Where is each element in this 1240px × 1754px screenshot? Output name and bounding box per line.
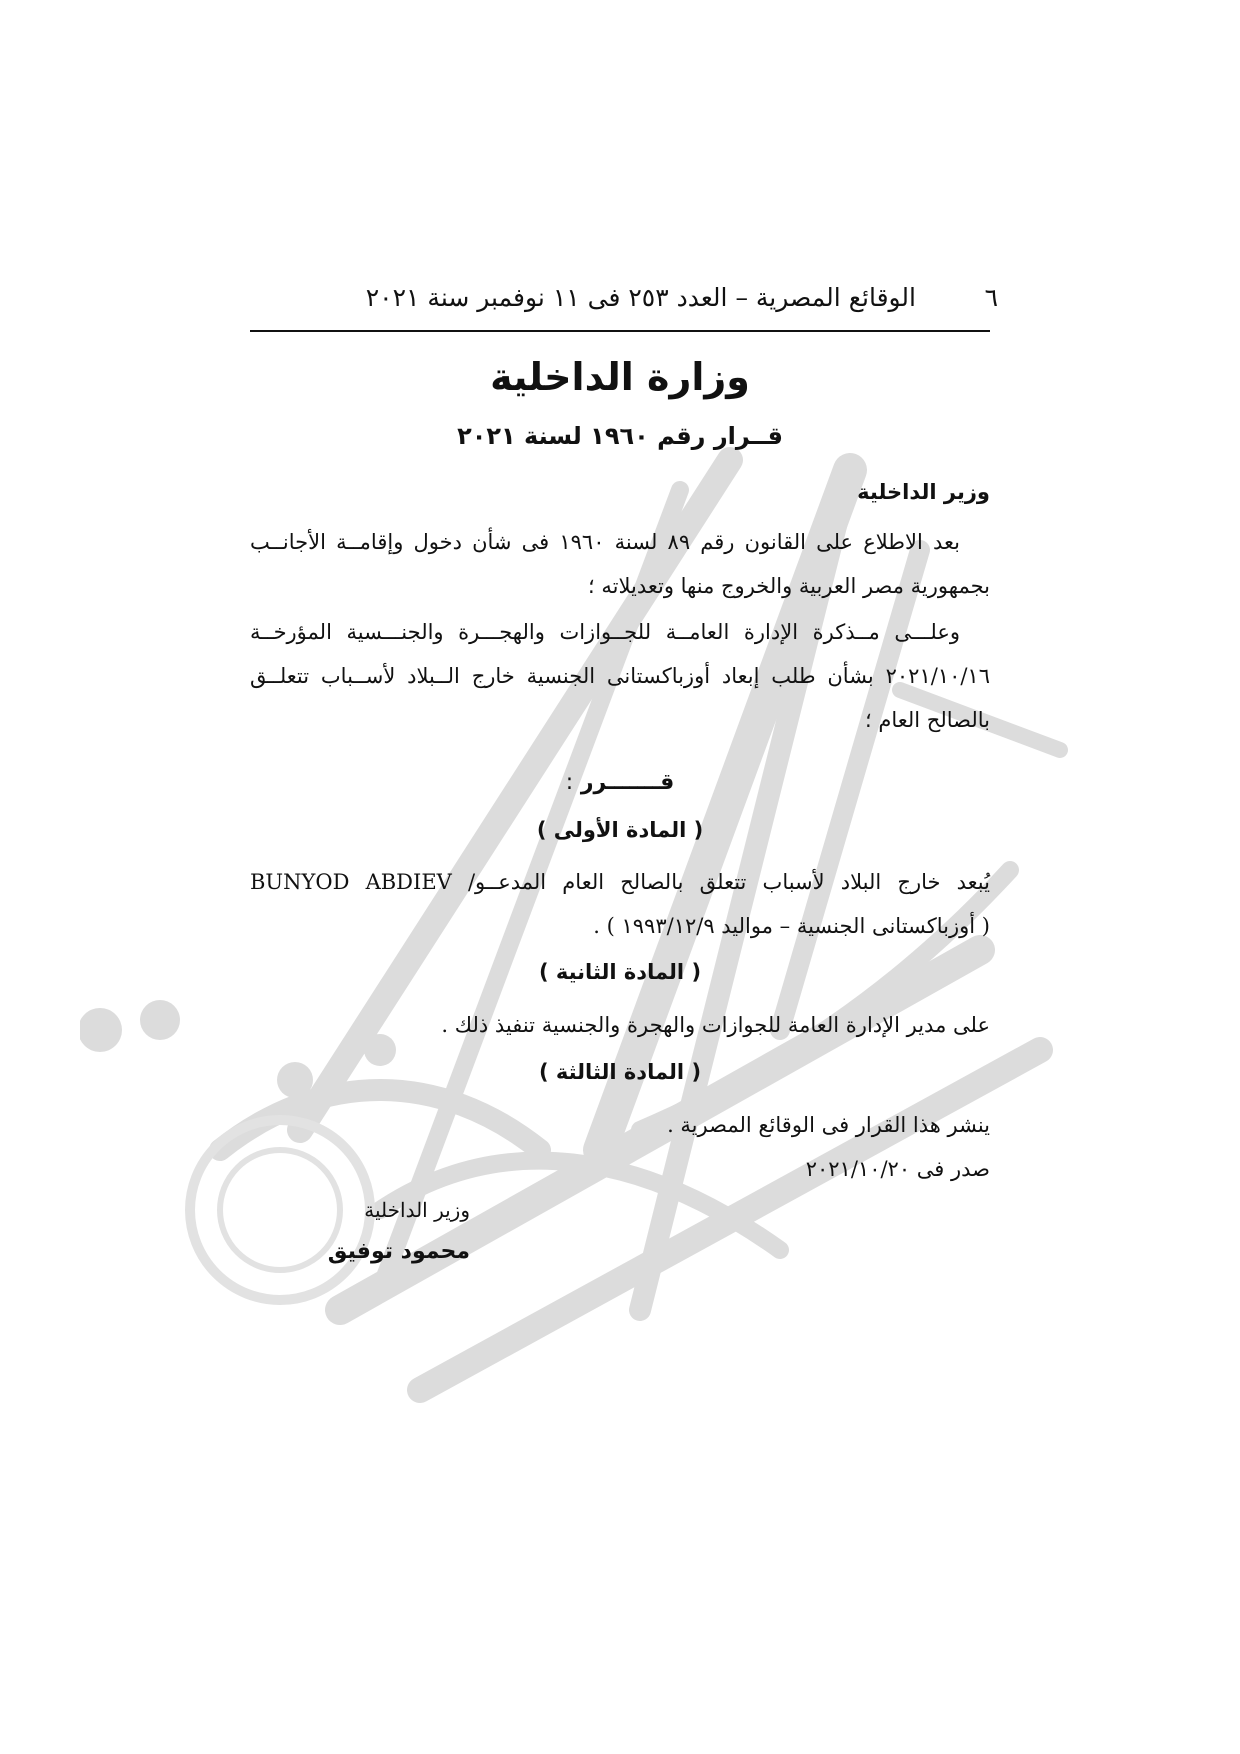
header-divider bbox=[250, 330, 990, 332]
preamble-line: بالصالح العام ؛ bbox=[865, 708, 990, 732]
article-1-line-1 bbox=[250, 860, 990, 904]
deportee-name: BUNYOD ABDIEV bbox=[250, 870, 452, 894]
signatory-title: وزير الداخلية bbox=[364, 1198, 470, 1222]
decides-heading bbox=[250, 770, 990, 795]
running-header bbox=[242, 283, 998, 323]
gazette-issue-title: الوقائع المصرية – العدد ٢٥٣ فى ١١ نوفمبر سنة ٢٠٢١ bbox=[365, 283, 916, 312]
decree-title: قــرار رقم ١٩٦٠ لسنة ٢٠٢١ bbox=[457, 422, 783, 450]
preamble-line: بعد الاطلاع على القانون رقم ٨٩ لسنة ١٩٦٠ فى شأن دخول وإقامــة الأجانــب bbox=[250, 530, 960, 554]
article-1-heading: ( المادة الأولى ) bbox=[536, 818, 704, 842]
preamble-line: ٢٠٢١/١٠/١٦ بشأن طلب إبعاد أوزباكستانى الجنسية خارج الــبلاد لأســباب تتعلــق bbox=[250, 664, 990, 688]
issue-date: صدر فى ٢٠٢١/١٠/٢٠ bbox=[805, 1157, 990, 1181]
ministry-heading: وزارة الداخلية bbox=[490, 355, 750, 399]
signature-block bbox=[250, 1190, 470, 1274]
decides-colon: : bbox=[565, 770, 574, 795]
preamble-paragraph-2 bbox=[250, 610, 990, 742]
article-2-body: على مدير الإدارة العامة للجوازات والهجرة والجنسية تنفيذ ذلك . bbox=[441, 1013, 990, 1037]
article-3-body: ينشر هذا القرار فى الوقائع المصرية . bbox=[667, 1113, 990, 1137]
decides-label: قـــــــرر bbox=[580, 770, 675, 795]
page-number: ٦ bbox=[984, 283, 998, 312]
article-1-text: يُبعد خارج البلاد لأسباب تتعلق بالصالح العام المدعــو/ bbox=[467, 870, 990, 894]
preamble-line: وعلـــى مــذكرة الإدارة العامــة للجــوازات والهجـــرة والجنـــسية المؤرخــة bbox=[250, 620, 960, 644]
article-3-heading: ( المادة الثالثة ) bbox=[538, 1060, 702, 1084]
issuer-heading: وزير الداخلية bbox=[857, 480, 990, 504]
preamble-line: بجمهورية مصر العربية والخروج منها وتعديلاته ؛ bbox=[588, 574, 990, 598]
article-2-heading: ( المادة الثانية ) bbox=[538, 960, 702, 984]
article-1-body bbox=[250, 860, 990, 948]
preamble-paragraph-1 bbox=[250, 520, 990, 608]
article-1-line-2: ( أوزباكستانى الجنسية – مواليد ١٩٩٣/١٢/٩ ) . bbox=[593, 914, 990, 938]
signatory-name: محمود توفيق bbox=[327, 1239, 470, 1264]
